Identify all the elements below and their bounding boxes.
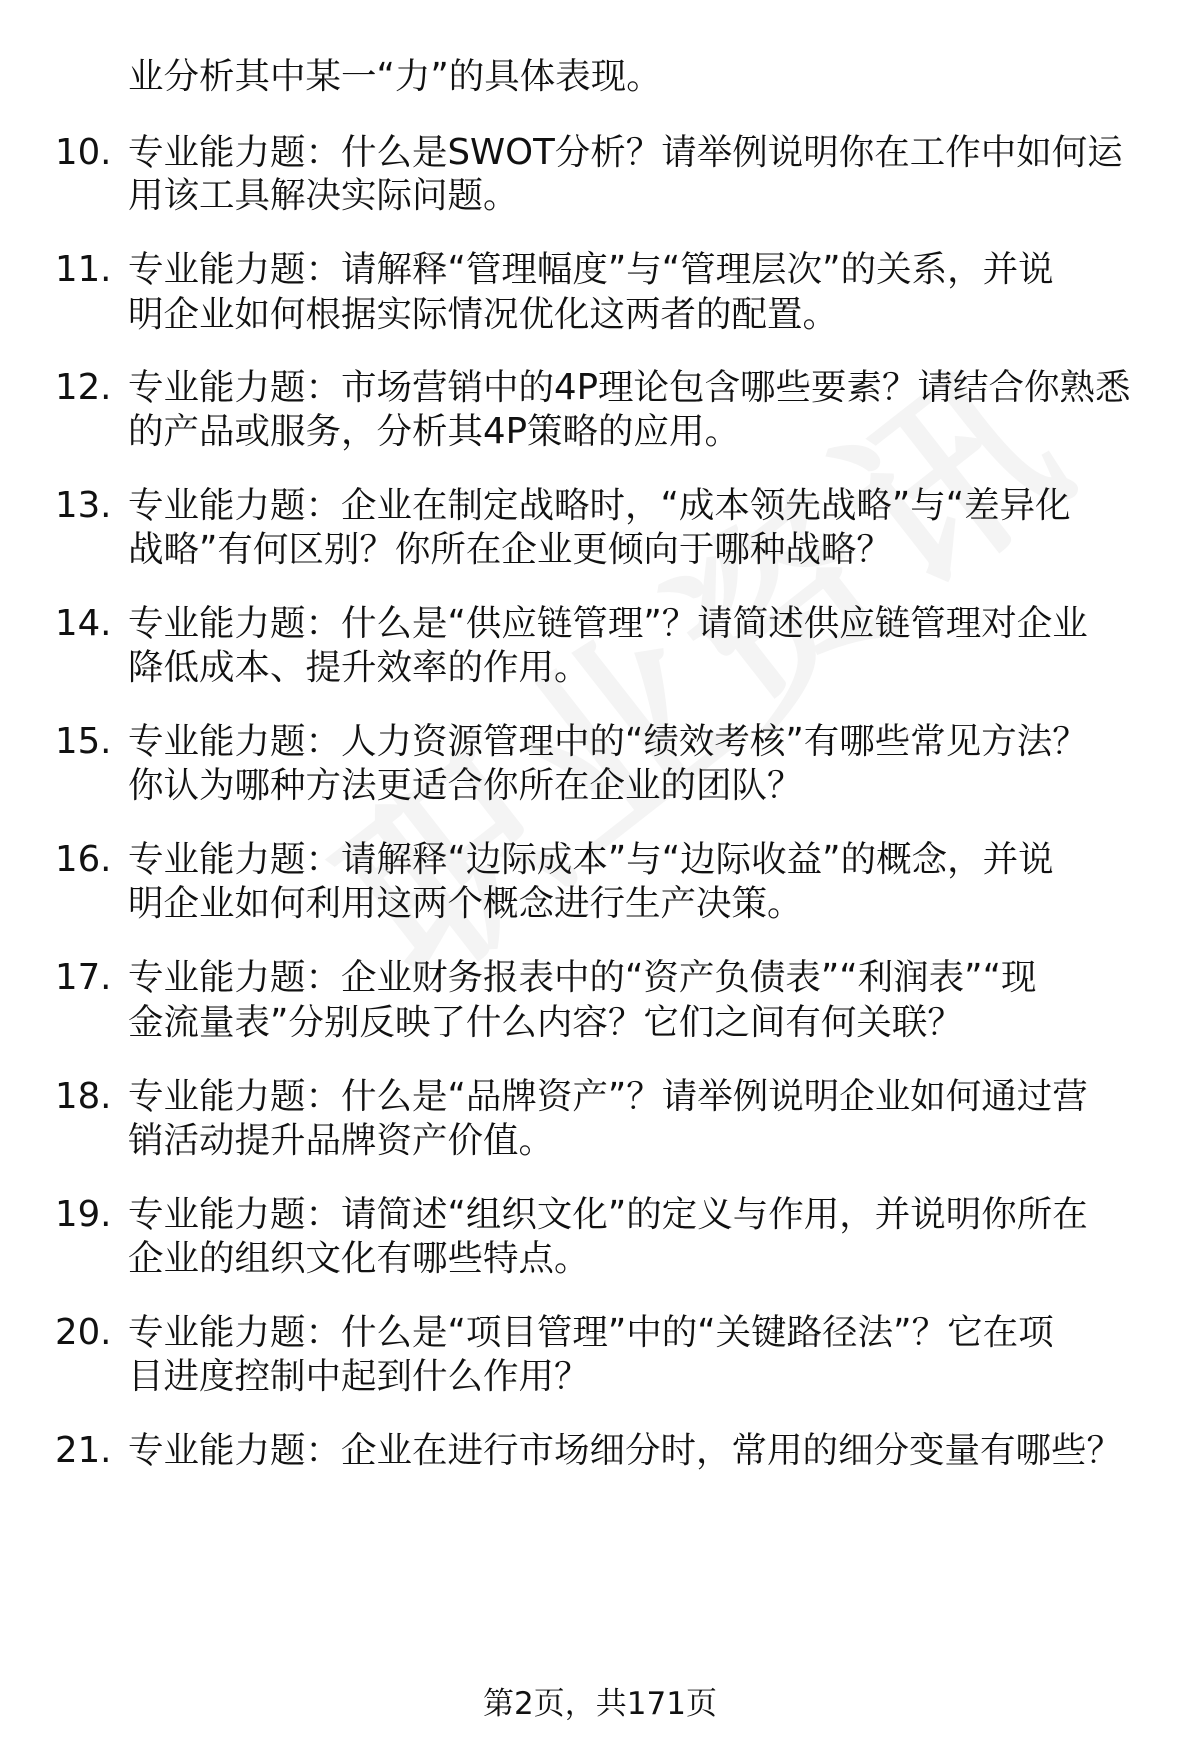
page-footer: 第2页，共171页 — [483, 1686, 717, 1722]
question-line-2: 你认为哪种方法更适合你所在企业的团队？ — [128, 765, 803, 806]
question-number: 11. — [55, 249, 112, 290]
question-line-2: 销活动提升品牌资产价值。 — [128, 1120, 555, 1161]
question-line-1: 专业能力题：请解释“边际成本”与“边际收益”的概念，并说 — [128, 839, 1054, 880]
intro-line: 业分析其中某一“力”的具体表现。 — [128, 56, 662, 97]
question-line-1: 专业能力题：什么是“项目管理”中的“关键路径法”？它在项 — [128, 1312, 1054, 1353]
question-number: 15. — [55, 721, 112, 762]
question-line-1: 专业能力题：请简述“组织文化”的定义与作用，并说明你所在 — [128, 1194, 1088, 1235]
question-line-1: 专业能力题：市场营销中的4P理论包含哪些要素？请结合你熟悉 — [128, 367, 1131, 408]
question-number: 18. — [55, 1076, 112, 1117]
question-number: 12. — [55, 367, 112, 408]
question-line-1: 专业能力题：什么是“供应链管理”？请简述供应链管理对企业 — [128, 603, 1088, 644]
question-line-1: 专业能力题：企业财务报表中的“资产负债表”“利润表”“现 — [128, 957, 1037, 998]
question-line-2: 降低成本、提升效率的作用。 — [128, 647, 590, 688]
question-line-1: 专业能力题：什么是“品牌资产”？请举例说明企业如何通过营 — [128, 1076, 1088, 1117]
question-number: 13. — [55, 485, 112, 526]
question-line-1: 专业能力题：人力资源管理中的“绩效考核”有哪些常见方法？ — [128, 721, 1088, 762]
question-line-2: 用该工具解决实际问题。 — [128, 175, 519, 216]
question-line-2: 的产品或服务，分析其4P策略的应用。 — [128, 411, 740, 452]
question-line-2: 金流量表”分别反映了什么内容？它们之间有何关联？ — [128, 1002, 963, 1043]
question-line-2: 企业的组织文化有哪些特点。 — [128, 1238, 590, 1279]
question-line-2: 明企业如何利用这两个概念进行生产决策。 — [128, 883, 803, 924]
question-number: 19. — [55, 1194, 112, 1235]
question-line-1: 专业能力题：什么是SWOT分析？请举例说明你在工作中如何运 — [128, 132, 1123, 173]
question-number: 16. — [55, 839, 112, 880]
question-number: 21. — [55, 1430, 112, 1471]
question-line-2: 目进度控制中起到什么作用？ — [128, 1356, 590, 1397]
question-number: 17. — [55, 957, 112, 998]
question-line-2: 战略”有何区别？你所在企业更倾向于哪种战略？ — [128, 529, 892, 570]
question-line-2: 明企业如何根据实际情况优化这两者的配置。 — [128, 294, 839, 335]
question-number: 20. — [55, 1312, 112, 1353]
question-number: 14. — [55, 603, 112, 644]
question-line-1: 专业能力题：请解释“管理幅度”与“管理层次”的关系，并说 — [128, 249, 1054, 290]
question-line-1: 专业能力题：企业在进行市场细分时，常用的细分变量有哪些？ — [128, 1430, 1123, 1471]
watermark — [284, 370, 1036, 1050]
question-number: 10. — [55, 132, 112, 173]
question-line-1: 专业能力题：企业在制定战略时，“成本领先战略”与“差异化 — [128, 485, 1071, 526]
